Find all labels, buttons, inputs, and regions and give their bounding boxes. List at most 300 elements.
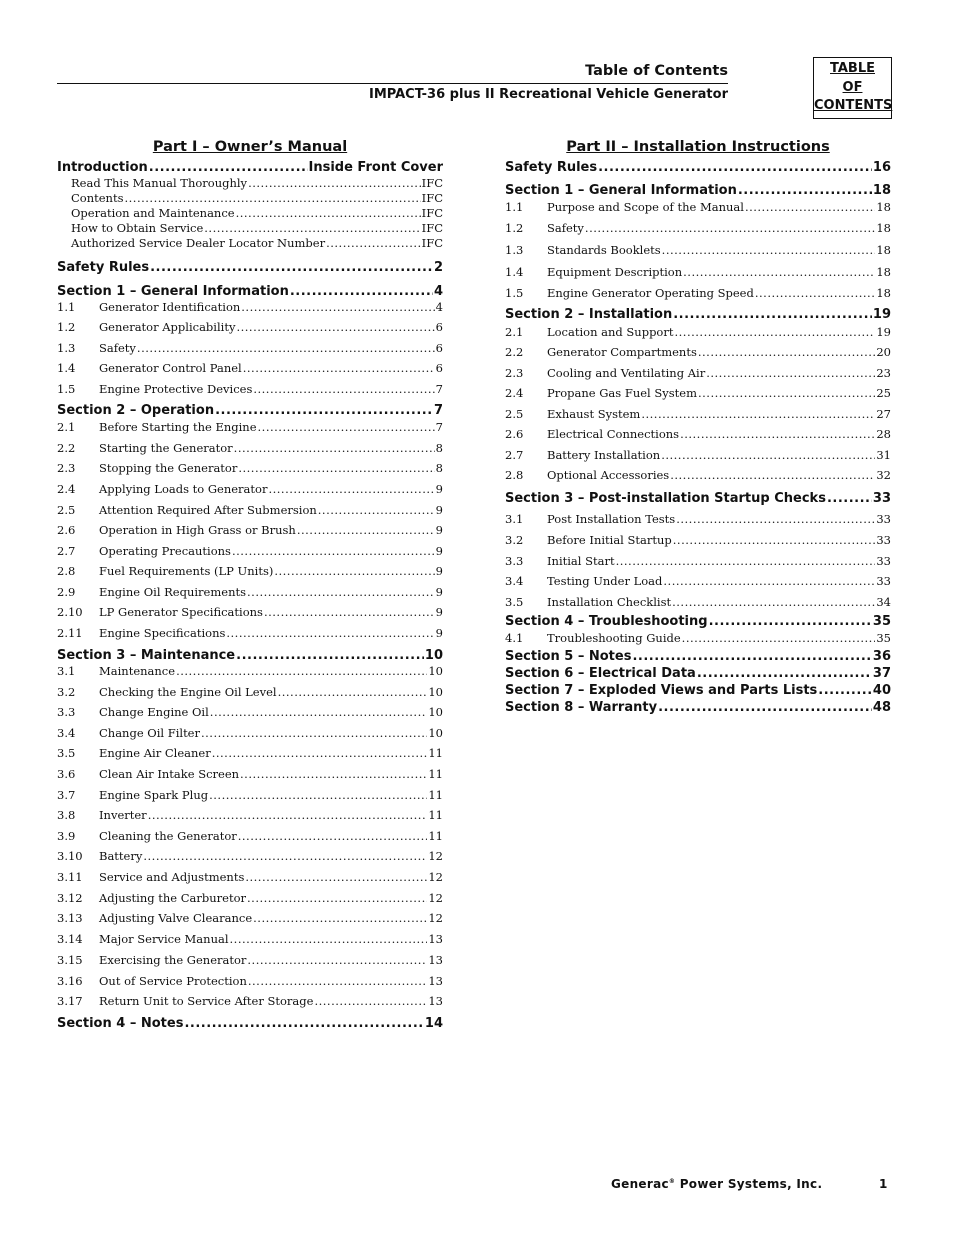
- toc-section-entry: [505, 307, 891, 322]
- entry-title: Installation Checklist: [547, 595, 672, 609]
- entry-number: 3.3: [505, 554, 524, 568]
- entry-page: 9: [435, 523, 443, 537]
- entry-page: 10: [428, 664, 443, 678]
- entry-title: Optional Accessories: [547, 468, 670, 482]
- toc-entry: [505, 200, 891, 214]
- entry-title: Exhaust System: [547, 407, 641, 421]
- entry-page: 6: [435, 341, 443, 355]
- toc-entry: [57, 932, 443, 946]
- toc-section-entry: [505, 666, 891, 681]
- toc-entry: [505, 512, 891, 526]
- toc-entry: [57, 870, 443, 884]
- entry-page: 14: [424, 1016, 443, 1031]
- dot-leader: [670, 468, 875, 482]
- entry-title: Major Service Manual: [99, 932, 229, 946]
- entry-title: Service and Adjustments: [99, 870, 245, 884]
- entry-page: 33: [872, 491, 891, 506]
- entry-title: Section 3 – Post-installation Startup Checks: [505, 491, 826, 506]
- entry-title: Engine Specifications: [99, 626, 226, 640]
- toc-entry: [57, 420, 443, 434]
- toc-box-line: OF: [842, 79, 863, 95]
- dot-leader: [683, 265, 875, 279]
- toc-entry: [57, 705, 443, 719]
- entry-title: Post Installation Tests: [547, 512, 676, 526]
- entry-title: Section 4 – Troubleshooting: [505, 614, 708, 629]
- entry-page: 28: [876, 427, 891, 441]
- entry-page: 11: [428, 829, 443, 843]
- entry-page: 9: [435, 564, 443, 578]
- dot-leader: [240, 767, 427, 781]
- toc-entry: [505, 533, 891, 547]
- entry-number: 2.1: [57, 420, 76, 434]
- entry-page: 7: [435, 420, 443, 434]
- dot-leader: [176, 664, 427, 678]
- entry-title: Section 4 – Notes: [57, 1016, 184, 1031]
- entry-title: Battery: [99, 849, 143, 863]
- entry-number: 3.15: [57, 953, 83, 967]
- dot-leader: [268, 482, 434, 496]
- footer-company: Generac: [611, 1177, 669, 1191]
- dot-leader: [818, 683, 872, 698]
- entry-title: Section 2 – Installation: [505, 307, 673, 322]
- entry-title: Engine Oil Requirements: [99, 585, 247, 599]
- part-heading: Part II – Installation Instructions: [566, 139, 830, 155]
- toc-entry: [57, 911, 443, 925]
- toc-entry: [57, 176, 443, 190]
- entry-number: 2.6: [57, 523, 76, 537]
- entry-page: 19: [876, 325, 891, 339]
- toc-entry: [57, 585, 443, 599]
- entry-title: Initial Start: [547, 554, 615, 568]
- entry-title: Attention Required After Submersion: [99, 503, 317, 517]
- toc-entry: [57, 849, 443, 863]
- toc-entry: [57, 664, 443, 678]
- toc-entry: [505, 448, 891, 462]
- entry-title: Before Starting the Engine: [99, 420, 257, 434]
- toc-entry: [57, 503, 443, 517]
- toc-section-entry: [57, 648, 443, 663]
- dot-leader: [238, 461, 434, 475]
- toc-entry: [57, 206, 443, 220]
- dot-leader: [184, 1016, 423, 1031]
- dot-leader: [706, 366, 875, 380]
- toc-box-line: CONTENTS: [814, 98, 893, 113]
- toc-entry: [57, 300, 443, 314]
- dot-leader: [297, 523, 435, 537]
- entry-title: Engine Protective Devices: [99, 382, 253, 396]
- entry-page: 13: [428, 953, 443, 967]
- entry-title: Out of Service Protection: [99, 974, 247, 988]
- page-number: 1: [879, 1177, 888, 1191]
- toc-entry: [57, 191, 443, 205]
- entry-title: Purpose and Scope of the Manual: [547, 200, 744, 214]
- dot-leader: [241, 300, 434, 314]
- entry-title: Section 1 – General Information: [505, 183, 737, 198]
- dot-leader: [662, 243, 876, 257]
- entry-title: Exercising the Generator: [99, 953, 247, 967]
- entry-page: 33: [876, 533, 891, 547]
- dot-leader: [148, 808, 428, 822]
- dot-leader: [326, 236, 421, 250]
- entry-number: 2.3: [57, 461, 76, 475]
- dot-leader: [253, 911, 427, 925]
- entry-number: 3.4: [57, 726, 76, 740]
- entry-title: Section 6 – Electrical Data: [505, 666, 696, 681]
- toc-entry: [505, 325, 891, 339]
- dot-leader: [234, 441, 435, 455]
- entry-title: How to Obtain Service: [71, 221, 204, 235]
- toc-entry: [57, 564, 443, 578]
- entry-number: 3.6: [57, 767, 76, 781]
- entry-page: IFC: [421, 191, 443, 205]
- toc-entry: [57, 974, 443, 988]
- dot-leader: [247, 891, 427, 905]
- entry-page: 18: [876, 265, 891, 279]
- toc-entry: [57, 891, 443, 905]
- entry-title: Operation and Maintenance: [71, 206, 235, 220]
- entry-page: IFC: [421, 236, 443, 250]
- dot-leader: [290, 284, 433, 299]
- dot-leader: [827, 491, 872, 506]
- entry-title: Safety: [99, 341, 136, 355]
- entry-title: Maintenance: [99, 664, 176, 678]
- entry-number: 2.7: [505, 448, 524, 462]
- entry-page: 27: [876, 407, 891, 421]
- entry-page: 48: [872, 700, 891, 715]
- toc-entry: [57, 994, 443, 1008]
- dot-leader: [236, 320, 434, 334]
- entry-page: 34: [876, 595, 891, 609]
- entry-number: 3.17: [57, 994, 83, 1008]
- dot-leader: [663, 574, 875, 588]
- entry-number: 1.3: [505, 243, 524, 257]
- entry-title: Troubleshooting Guide: [547, 631, 681, 645]
- entry-title: Section 3 – Maintenance: [57, 648, 236, 663]
- entry-number: 1.4: [505, 265, 524, 279]
- dot-leader: [248, 974, 427, 988]
- toc-entry: [57, 788, 443, 802]
- entry-number: 2.4: [505, 386, 524, 400]
- dot-leader: [247, 585, 435, 599]
- dot-leader: [661, 448, 875, 462]
- entry-page: 10: [424, 648, 443, 663]
- entry-page: 18: [876, 243, 891, 257]
- toc-section-entry: [505, 160, 891, 175]
- toc-entry: [57, 221, 443, 235]
- toc-entry: [505, 286, 891, 300]
- entry-page: 40: [872, 683, 891, 698]
- dot-leader: [697, 666, 872, 681]
- entry-number: 3.9: [57, 829, 76, 843]
- entry-number: 2.2: [57, 441, 76, 455]
- entry-page: IFC: [421, 206, 443, 220]
- entry-title: Change Oil Filter: [99, 726, 200, 740]
- toc-entry: [57, 626, 443, 640]
- toc-section-entry: [505, 614, 891, 629]
- entry-title: Propane Gas Fuel System: [547, 386, 697, 400]
- dot-leader: [232, 544, 435, 558]
- entry-number: 3.4: [505, 574, 524, 588]
- toc-section-entry: [505, 700, 891, 715]
- entry-number: 1.2: [505, 221, 524, 235]
- entry-page: 11: [428, 767, 443, 781]
- dot-leader: [150, 260, 433, 275]
- entry-page: 8: [435, 461, 443, 475]
- entry-number: 2.11: [57, 626, 83, 640]
- dot-leader: [230, 932, 428, 946]
- dot-leader: [258, 420, 435, 434]
- entry-page: 8: [435, 441, 443, 455]
- toc-section-entry: [57, 1016, 443, 1031]
- toc-entry: [57, 746, 443, 760]
- entry-number: 2.3: [505, 366, 524, 380]
- entry-title: Inverter: [99, 808, 147, 822]
- entry-page: 33: [876, 554, 891, 568]
- dot-leader: [264, 605, 435, 619]
- entry-title: Safety Rules: [505, 160, 598, 175]
- dot-leader: [673, 533, 876, 547]
- dot-leader: [632, 649, 871, 664]
- entry-number: 2.9: [57, 585, 76, 599]
- toc-entry: [57, 726, 443, 740]
- dot-leader: [314, 994, 427, 1008]
- toc-entry: [57, 441, 443, 455]
- entry-number: 1.5: [505, 286, 524, 300]
- toc-entry: [505, 221, 891, 235]
- entry-number: 1.1: [505, 200, 524, 214]
- dot-leader: [680, 427, 875, 441]
- entry-title: Generator Applicability: [99, 320, 236, 334]
- dot-leader: [755, 286, 876, 300]
- dot-leader: [709, 614, 872, 629]
- toc-entry: [505, 554, 891, 568]
- entry-page: IFC: [421, 176, 443, 190]
- entry-number: 1.2: [57, 320, 76, 334]
- toc-entry: [505, 386, 891, 400]
- entry-title: Testing Under Load: [547, 574, 663, 588]
- part-heading: Part I – Owner’s Manual: [152, 139, 348, 155]
- entry-page: 32: [876, 468, 891, 482]
- entry-title: Standards Booklets: [547, 243, 661, 257]
- entry-page: 6: [435, 361, 443, 375]
- dot-leader: [236, 206, 421, 220]
- entry-page: 18: [872, 183, 891, 198]
- entry-title: Safety Rules: [57, 260, 150, 275]
- entry-title: Read This Manual Thoroughly: [71, 176, 248, 190]
- toc-section-entry: [505, 491, 891, 506]
- dot-leader: [274, 564, 434, 578]
- footer-company-rest: Power Systems, Inc.: [675, 1177, 823, 1191]
- toc-entry: [505, 427, 891, 441]
- entry-number: 2.5: [57, 503, 76, 517]
- entry-page: 35: [872, 614, 891, 629]
- entry-page: 10: [428, 726, 443, 740]
- toc-box-line: TABLE: [830, 61, 875, 76]
- dot-leader: [253, 382, 434, 396]
- entry-page: 18: [876, 221, 891, 235]
- entry-title: Clean Air Intake Screen: [99, 767, 240, 781]
- entry-page: 4: [435, 300, 443, 314]
- toc-section-entry: [57, 284, 443, 299]
- toc-entry: [505, 574, 891, 588]
- entry-number: 3.7: [57, 788, 76, 802]
- entry-title: Cooling and Ventilating Air: [547, 366, 706, 380]
- entry-title: Adjusting the Carburetor: [99, 891, 247, 905]
- entry-title: Engine Spark Plug: [99, 788, 209, 802]
- dot-leader: [673, 307, 872, 322]
- entry-number: 4.1: [505, 631, 524, 645]
- dot-leader: [682, 631, 876, 645]
- entry-number: 1.3: [57, 341, 76, 355]
- entry-title: Adjusting Valve Clearance: [99, 911, 253, 925]
- toc-entry: [505, 468, 891, 482]
- entry-page: 33: [876, 512, 891, 526]
- entry-number: 3.2: [505, 533, 524, 547]
- entry-number: 2.5: [505, 407, 524, 421]
- entry-page: IFC: [421, 221, 443, 235]
- entry-title: Section 7 – Exploded Views and Parts Lists: [505, 683, 818, 698]
- dot-leader: [698, 386, 875, 400]
- entry-title: Battery Installation: [547, 448, 661, 462]
- toc-section-entry: [505, 683, 891, 698]
- entry-number: 2.6: [505, 427, 524, 441]
- entry-number: 3.8: [57, 808, 76, 822]
- entry-title: Generator Compartments: [547, 345, 697, 359]
- toc-entry: [57, 482, 443, 496]
- entry-page: 13: [428, 932, 443, 946]
- footer: [611, 1177, 888, 1191]
- toc-entry: [505, 595, 891, 609]
- entry-page: 18: [876, 286, 891, 300]
- toc-entry: [57, 685, 443, 699]
- entry-number: 2.4: [57, 482, 76, 496]
- entry-title: Change Engine Oil: [99, 705, 209, 719]
- entry-title: Starting the Generator: [99, 441, 233, 455]
- entry-title: Section 2 – Operation: [57, 403, 215, 418]
- toc-entry: [57, 767, 443, 781]
- entry-title: Engine Generator Operating Speed: [547, 286, 754, 300]
- dot-leader: [745, 200, 875, 214]
- entry-title: Checking the Engine Oil Level: [99, 685, 277, 699]
- entry-page: 25: [876, 386, 891, 400]
- toc-section-entry: [57, 260, 443, 275]
- toc-entry: [505, 407, 891, 421]
- entry-page: 11: [428, 788, 443, 802]
- entry-number: 2.2: [505, 345, 524, 359]
- entry-title: Generator Control Panel: [99, 361, 242, 375]
- dot-leader: [247, 953, 427, 967]
- entry-title: Return Unit to Service After Storage: [99, 994, 314, 1008]
- dot-leader: [698, 345, 876, 359]
- entry-page: 23: [876, 366, 891, 380]
- entry-number: 1.5: [57, 382, 76, 396]
- toc-entry: [505, 631, 891, 645]
- toc-entry: [57, 523, 443, 537]
- entry-title: Operation in High Grass or Brush: [99, 523, 296, 537]
- toc-entry: [505, 243, 891, 257]
- entry-title: Stopping the Generator: [99, 461, 238, 475]
- toc-entry: [505, 265, 891, 279]
- entry-title: Location and Support: [547, 325, 674, 339]
- entry-title: Authorized Service Dealer Locator Number: [71, 236, 326, 250]
- entry-number: 2.7: [57, 544, 76, 558]
- entry-page: 33: [876, 574, 891, 588]
- entry-number: 3.13: [57, 911, 83, 925]
- entry-title: Safety: [547, 221, 584, 235]
- entry-page: 9: [435, 626, 443, 640]
- entry-page: 7: [435, 382, 443, 396]
- toc-entry: [505, 366, 891, 380]
- dot-leader: [209, 788, 427, 802]
- entry-number: 3.2: [57, 685, 76, 699]
- entry-page: 13: [428, 994, 443, 1008]
- dot-leader: [226, 626, 434, 640]
- entry-number: 3.5: [57, 746, 76, 760]
- entry-title: Applying Loads to Generator: [99, 482, 268, 496]
- entry-page: 10: [428, 705, 443, 719]
- entry-title: Equipment Description: [547, 265, 683, 279]
- dot-leader: [143, 849, 427, 863]
- entry-page: 9: [435, 605, 443, 619]
- entry-number: 2.1: [505, 325, 524, 339]
- dot-leader: [236, 648, 424, 663]
- header-rule: [57, 83, 728, 84]
- toc-entry: [57, 953, 443, 967]
- entry-page: 35: [876, 631, 891, 645]
- entry-page: 4: [433, 284, 443, 299]
- toc-entry: [57, 361, 443, 375]
- entry-page: 19: [872, 307, 891, 322]
- entry-page: Inside Front Cover: [308, 160, 443, 175]
- entry-page: 6: [435, 320, 443, 334]
- entry-number: 2.8: [57, 564, 76, 578]
- entry-title: Contents: [71, 191, 124, 205]
- header-subtitle: IMPACT-36 plus II Recreational Vehicle Generator: [369, 87, 728, 102]
- entry-page: 18: [876, 200, 891, 214]
- entry-number: 3.10: [57, 849, 83, 863]
- dot-leader: [125, 191, 421, 205]
- entry-page: 12: [428, 911, 443, 925]
- left-column: [57, 139, 443, 1031]
- entry-title: Section 8 – Warranty: [505, 700, 658, 715]
- dot-leader: [616, 554, 876, 568]
- entry-page: 16: [872, 160, 891, 175]
- entry-number: 3.5: [505, 595, 524, 609]
- toc-section-entry: [505, 183, 891, 198]
- entry-page: 9: [435, 585, 443, 599]
- entry-number: 3.1: [57, 664, 76, 678]
- toc-entry: [57, 808, 443, 822]
- entry-number: 2.10: [57, 605, 83, 619]
- dot-leader: [201, 726, 427, 740]
- toc-entry: [57, 829, 443, 843]
- entry-title: Operating Precautions: [99, 544, 231, 558]
- entry-number: 3.3: [57, 705, 76, 719]
- dot-leader: [137, 341, 435, 355]
- entry-number: 1.1: [57, 300, 76, 314]
- entry-number: 3.12: [57, 891, 83, 905]
- entry-title: Generator Identification: [99, 300, 241, 314]
- toc-entry: [57, 382, 443, 396]
- toc-entry: [57, 236, 443, 250]
- entry-page: 11: [428, 808, 443, 822]
- dot-leader: [245, 870, 427, 884]
- header-title: Table of Contents: [585, 63, 728, 79]
- entry-page: 11: [428, 746, 443, 760]
- toc-entry: [57, 605, 443, 619]
- entry-page: 12: [428, 870, 443, 884]
- entry-page: 36: [872, 649, 891, 664]
